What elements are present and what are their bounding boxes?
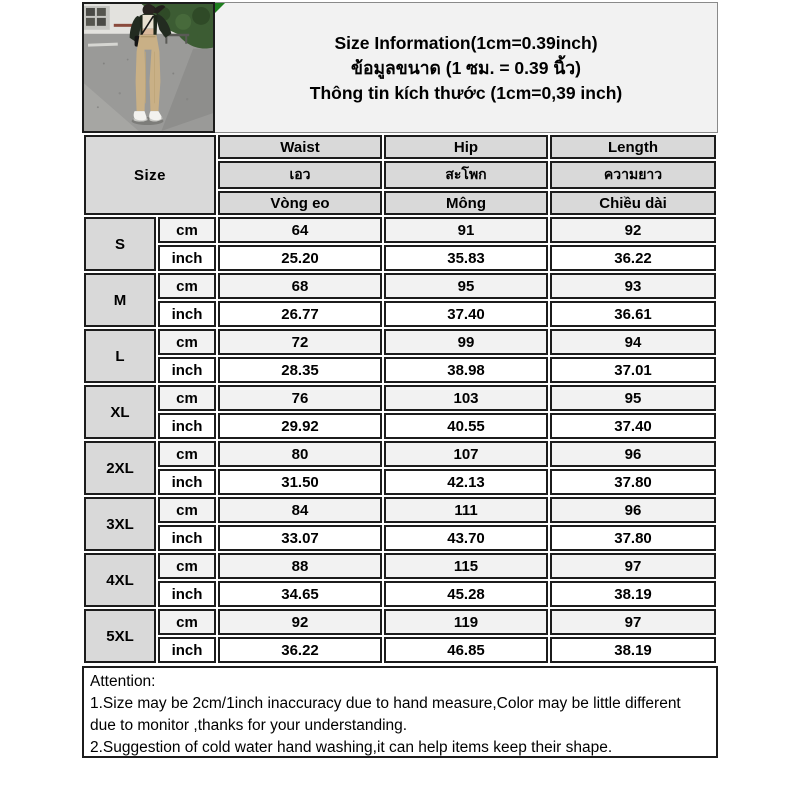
size-label-S: S [84,217,156,271]
value-3XL-length-cm: 96 [550,497,716,523]
table-row-2XL-inch [84,469,716,495]
column-header-waist-vi: Vòng eo [218,191,382,215]
column-header-length-vi: Chiều dài [550,191,716,215]
unit-label-cm: cm [158,329,216,355]
value-XL-waist-cm: 76 [218,385,382,411]
value-4XL-hip-cm: 115 [384,553,548,579]
table-row-4XL-inch [84,581,716,607]
value-4XL-length-cm: 97 [550,553,716,579]
size-info-header [215,2,718,133]
value-XL-waist-inch: 29.92 [218,413,382,439]
unit-label-inch: inch [158,637,216,663]
green-corner-marker [215,3,225,13]
value-5XL-waist-cm: 92 [218,609,382,635]
value-2XL-hip-cm: 107 [384,441,548,467]
column-header-waist-en: Waist [218,135,382,159]
table-row-S-cm [84,217,716,243]
value-5XL-length-cm: 97 [550,609,716,635]
unit-label-inch: inch [158,469,216,495]
attention-title: Attention: [90,673,156,690]
value-3XL-hip-cm: 111 [384,497,548,523]
value-L-waist-cm: 72 [218,329,382,355]
value-XL-length-cm: 95 [550,385,716,411]
table-row-4XL-cm [84,553,716,579]
value-S-hip-inch: 35.83 [384,245,548,271]
value-3XL-waist-cm: 84 [218,497,382,523]
value-M-hip-cm: 95 [384,273,548,299]
size-table [82,133,718,665]
value-2XL-waist-inch: 31.50 [218,469,382,495]
title-thai: ข้อมูลขนาด (1 ซม. = 0.39 นิ้ว) [351,57,581,78]
size-label-M: M [84,273,156,327]
size-label-3XL: 3XL [84,497,156,551]
value-L-length-cm: 94 [550,329,716,355]
attention-note [82,666,718,758]
unit-label-cm: cm [158,385,216,411]
product-photo [82,2,215,133]
value-XL-hip-cm: 103 [384,385,548,411]
value-XL-length-inch: 37.40 [550,413,716,439]
table-row-L-inch [84,357,716,383]
table-row-L-cm [84,329,716,355]
title-english: Size Information(1cm=0.39inch) [334,32,598,53]
value-M-length-cm: 93 [550,273,716,299]
product-photo-illustration [84,4,213,131]
title-vietnamese: Thông tin kích thước (1cm=0,39 inch) [309,82,623,103]
value-S-hip-cm: 91 [384,217,548,243]
value-M-waist-inch: 26.77 [218,301,382,327]
value-XL-hip-inch: 40.55 [384,413,548,439]
column-header-hip-en: Hip [384,135,548,159]
table-row-M-cm [84,273,716,299]
unit-label-cm: cm [158,553,216,579]
value-4XL-waist-cm: 88 [218,553,382,579]
value-4XL-waist-inch: 34.65 [218,581,382,607]
unit-label-cm: cm [158,609,216,635]
value-L-hip-cm: 99 [384,329,548,355]
table-row-XL-cm [84,385,716,411]
table-row-XL-inch [84,413,716,439]
size-chart-content [82,2,718,758]
value-2XL-length-cm: 96 [550,441,716,467]
value-2XL-waist-cm: 80 [218,441,382,467]
column-header-length-en: Length [550,135,716,159]
value-L-hip-inch: 38.98 [384,357,548,383]
unit-label-inch: inch [158,581,216,607]
value-2XL-length-inch: 37.80 [550,469,716,495]
value-S-waist-cm: 64 [218,217,382,243]
top-section [82,2,718,133]
column-header-waist-th: เอว [218,161,382,189]
unit-label-cm: cm [158,273,216,299]
size-label-XL: XL [84,385,156,439]
size-label-5XL: 5XL [84,609,156,663]
unit-label-inch: inch [158,357,216,383]
table-header-row-en [84,135,716,159]
table-row-5XL-cm [84,609,716,635]
unit-label-cm: cm [158,497,216,523]
value-L-length-inch: 37.01 [550,357,716,383]
attention-line-1: 1.Size may be 2cm/1inch inaccuracy due to hand measure,Color may be little different due to monitor ,thanks for your understanding. [90,695,681,734]
value-5XL-hip-inch: 46.85 [384,637,548,663]
table-row-M-inch [84,301,716,327]
value-L-waist-inch: 28.35 [218,357,382,383]
value-M-length-inch: 36.61 [550,301,716,327]
table-row-3XL-inch [84,525,716,551]
unit-label-inch: inch [158,525,216,551]
size-label-L: L [84,329,156,383]
size-label-2XL: 2XL [84,441,156,495]
table-row-S-inch [84,245,716,271]
value-5XL-waist-inch: 36.22 [218,637,382,663]
column-header-hip-th: สะโพก [384,161,548,189]
value-5XL-length-inch: 38.19 [550,637,716,663]
table-row-2XL-cm [84,441,716,467]
value-4XL-hip-inch: 45.28 [384,581,548,607]
value-S-length-cm: 92 [550,217,716,243]
unit-label-cm: cm [158,441,216,467]
table-row-3XL-cm [84,497,716,523]
value-3XL-hip-inch: 43.70 [384,525,548,551]
unit-label-cm: cm [158,217,216,243]
value-2XL-hip-inch: 42.13 [384,469,548,495]
value-S-length-inch: 36.22 [550,245,716,271]
column-header-hip-vi: Mông [384,191,548,215]
value-3XL-length-inch: 37.80 [550,525,716,551]
value-S-waist-inch: 25.20 [218,245,382,271]
column-header-length-th: ความยาว [550,161,716,189]
unit-label-inch: inch [158,413,216,439]
value-M-waist-cm: 68 [218,273,382,299]
attention-line-2: 2.Suggestion of cold water hand washing,it can help items keep their shape. [90,739,613,756]
value-4XL-length-inch: 38.19 [550,581,716,607]
table-row-5XL-inch [84,637,716,663]
size-label-4XL: 4XL [84,553,156,607]
unit-label-inch: inch [158,301,216,327]
value-3XL-waist-inch: 33.07 [218,525,382,551]
unit-label-inch: inch [158,245,216,271]
value-M-hip-inch: 37.40 [384,301,548,327]
value-5XL-hip-cm: 119 [384,609,548,635]
size-corner-cell: Size [84,135,216,215]
